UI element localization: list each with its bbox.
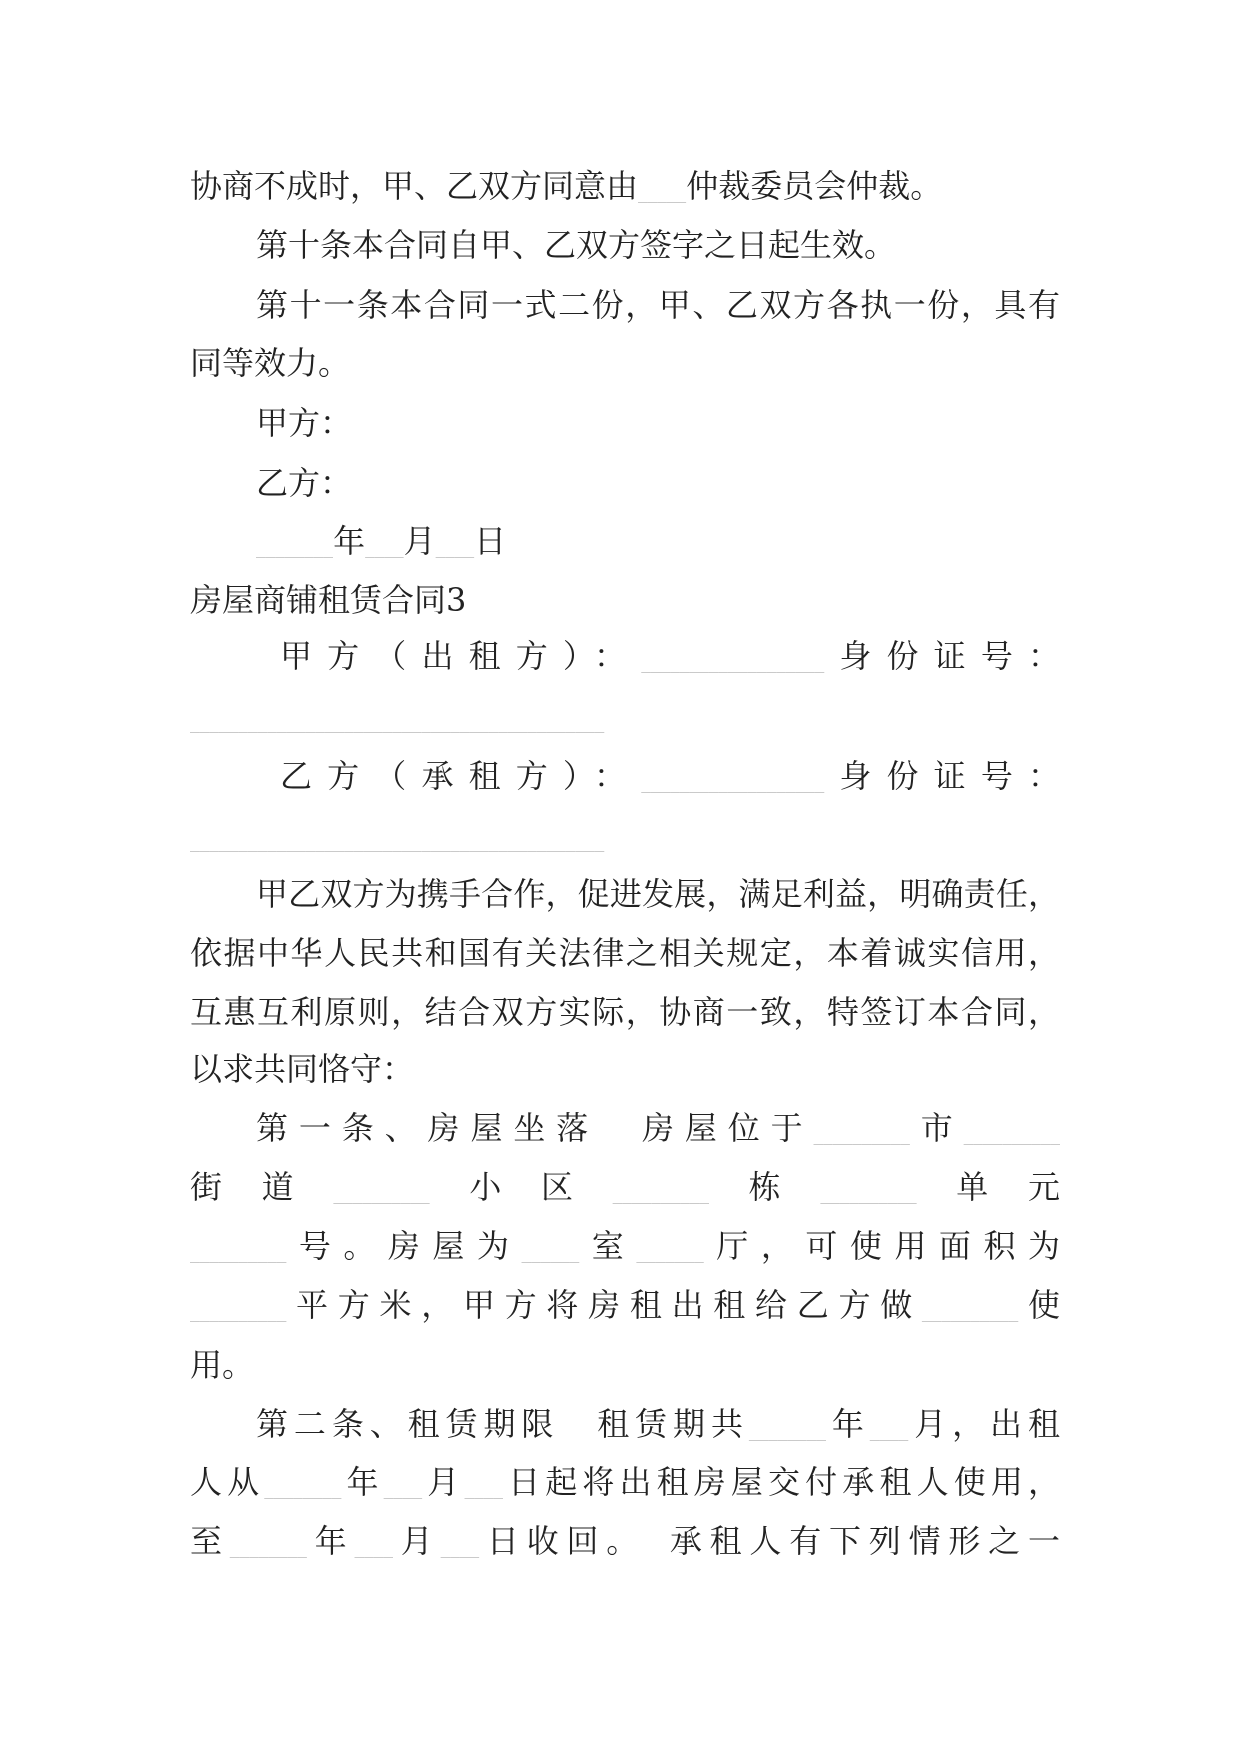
fill-in-blank: ___________________ [641,774,825,793]
text-line [190,164,1060,208]
text-segment: 月 [392,1522,441,1560]
text-segment: 年 [825,1405,870,1443]
text-segment: 日起将出租房屋交付承租人使用， [502,1463,1060,1501]
fill-in-blank: ____ [365,539,404,558]
text-segment: 日 [474,522,507,560]
fill-in-blank: ______ [521,1244,580,1263]
fill-in-blank: __________ [921,1303,1019,1322]
text-segment: 协商不成时，甲、乙双方同意由 [190,167,639,205]
text-line [190,1343,1060,1387]
text-segment: 街道 [190,1168,334,1206]
text-segment: 月，出租 [908,1405,1060,1443]
fill-in-blank: _______ [636,1244,704,1263]
text-segment: 日收回。 承租人有下列情形之一 [479,1522,1060,1560]
text-line [190,1460,1060,1504]
fill-in-blank: ____ [354,1539,393,1558]
text-segment: 依据中华人民共和国有关法律之相关规定，本着诚实信用， [190,934,1060,972]
text-segment: 年 [306,1522,355,1560]
fill-in-blank: ___________________________________________ [190,714,605,733]
text-segment: 甲方（出租方）： [280,637,642,675]
fill-in-blank: ________ [264,1480,342,1499]
text-segment: 第一条、房屋坐落 房屋位于 [256,1109,814,1147]
fill-in-blank: ___________________________________________ [190,833,605,852]
text-segment: 小区 [429,1168,613,1206]
text-segment: 月 [403,522,436,560]
text-segment: 身份证号： [824,637,1060,675]
fill-in-blank: __________ [963,1126,1060,1145]
text-segment: 甲乙双方为携手合作，促进发展，满足利益，明确责任， [256,875,1060,913]
fill-in-blank: __________ [612,1185,709,1204]
text-line [190,813,1060,857]
fill-in-blank: ___________________ [641,654,825,673]
text-line [190,283,1060,327]
text-line [190,1283,1060,1327]
fill-in-blank: __________ [813,1126,910,1145]
text-segment: 仲裁委员会仲裁。 [686,167,943,205]
text-segment: 市 [909,1109,964,1147]
fill-in-blank: __________ [820,1185,917,1204]
text-segment: 以求共同恪守： [190,1050,415,1088]
text-segment: 身份证号： [824,757,1060,795]
text-segment: 厅，可使用面积为 [703,1227,1060,1265]
fill-in-blank: __________ [333,1185,430,1204]
text-segment: 使 [1018,1286,1060,1324]
text-line [190,1106,1060,1150]
text-line [190,1047,1060,1091]
fill-in-blank: __________ [190,1303,287,1322]
text-line [190,341,1060,385]
text-segment: 同等效力。 [190,344,351,382]
text-line [190,1224,1060,1268]
text-segment: 甲方： [256,404,353,442]
text-segment: 平方米，甲方将房租出租给乙方做 [286,1286,922,1324]
fill-in-blank: ____ [435,539,475,558]
fill-in-blank: ____ [383,1480,423,1499]
text-segment: 第十条本合同自甲、乙双方签字之日起生效。 [256,226,897,264]
text-segment: 互惠互利原则，结合双方实际，协商一致，特签订本合同， [190,993,1060,1031]
text-segment: 单元 [916,1168,1060,1206]
text-segment: 人从 [190,1463,265,1501]
text-line [190,1165,1060,1209]
fill-in-blank: ____ [440,1539,480,1558]
text-segment: 月 [422,1463,465,1501]
text-line [190,223,1060,267]
fill-in-blank: _____ [638,184,687,203]
text-line [190,1519,1060,1563]
fill-in-blank: ________ [256,539,334,558]
text-line [190,872,1060,916]
text-segment: 至 [190,1522,230,1560]
text-line [190,990,1060,1034]
fill-in-blank: ____ [464,1480,503,1499]
text-line [190,754,1060,798]
section-heading [190,578,1060,622]
fill-in-blank: ____ [869,1422,909,1441]
text-segment: 房屋商铺租赁合同3 [190,581,467,619]
text-segment: 乙方： [256,464,353,502]
text-segment: 第十一条本合同一式二份，甲、乙双方各执一份，具有 [256,286,1060,324]
fill-in-blank: ________ [748,1422,826,1441]
text-line [190,1402,1060,1446]
text-segment: 号。房屋为 [286,1227,522,1265]
text-line [190,461,1060,505]
text-segment: 栋 [708,1168,821,1206]
fill-in-blank: __________ [190,1244,287,1263]
text-line [190,519,1060,563]
fill-in-blank: ________ [229,1539,307,1558]
text-segment: 用。 [190,1346,255,1384]
text-segment: 乙方（承租方）： [280,757,642,795]
text-line [190,634,1060,678]
text-segment: 年 [333,522,366,560]
text-line [190,694,1060,738]
text-segment: 第二条、租赁期限 租赁期共 [256,1405,749,1443]
text-line [190,931,1060,975]
text-segment: 年 [341,1463,384,1501]
text-segment: 室 [579,1227,637,1265]
text-line [190,401,1060,445]
